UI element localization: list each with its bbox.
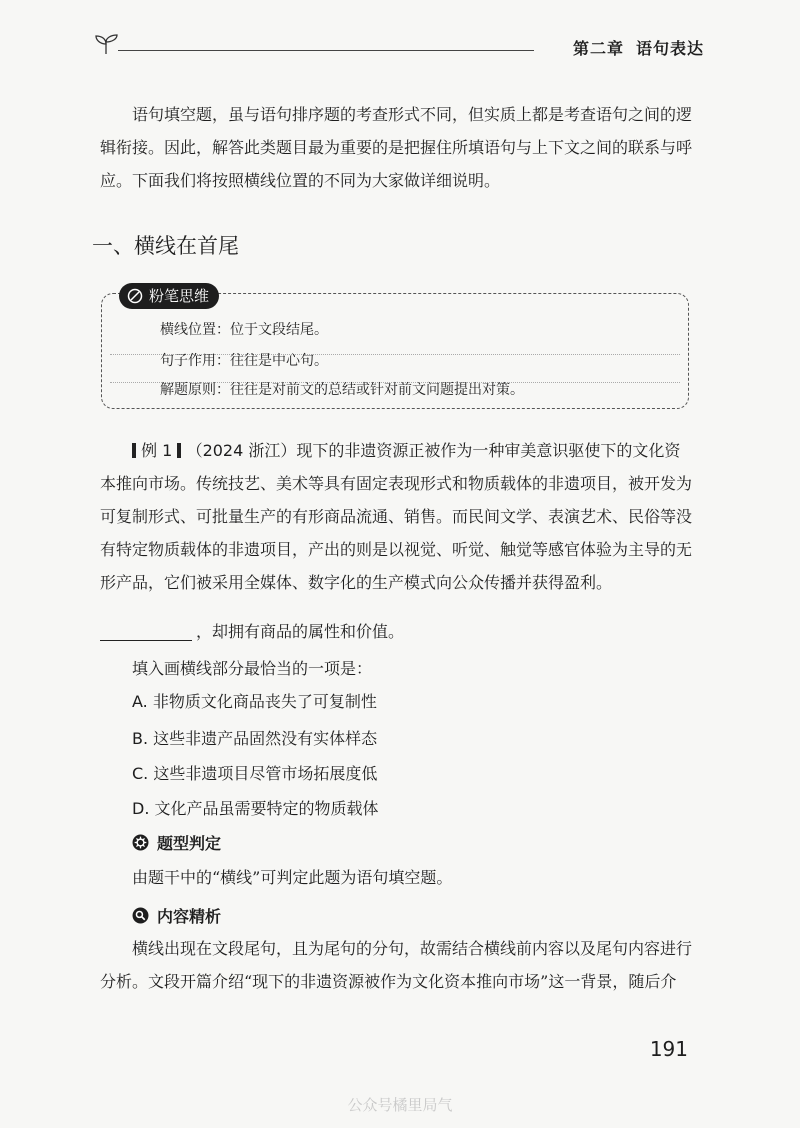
option-a: A. 非物质文化商品丧失了可复制性 (132, 692, 377, 711)
answer-blank (100, 622, 192, 641)
option-b: B. 这些非遗产品固然没有实体样态 (132, 729, 378, 748)
thinking-line: 解题原则：往往是对前文的总结或针对前文问题提出对策。 (160, 382, 524, 398)
type-judgement-text: 由题干中的“横线”可判定此题为语句填空题。 (132, 868, 453, 887)
chapter-number: 第二章 (572, 39, 624, 58)
page-number: 191 (649, 1037, 688, 1061)
chalk-icon (127, 288, 143, 304)
example-source: （2024 浙江） (186, 441, 297, 460)
thinking-tag (119, 283, 219, 309)
thinking-tag-label: 粉笔思维 (149, 287, 210, 305)
type-judgement-heading (132, 831, 221, 854)
chapter-heading (561, 36, 704, 59)
example-number: 例 1 (141, 441, 173, 460)
example-paragraph (100, 434, 692, 599)
content-analysis-heading (132, 904, 221, 927)
section-title: 一、横线在首尾 (92, 234, 239, 258)
blank-line (100, 615, 692, 648)
option-c: C. 这些非遗项目尽管市场拓展度低 (132, 764, 378, 783)
thinking-line: 横线位置：位于文段结尾。 (160, 322, 328, 338)
watermark: 公众号橘里局气 (347, 1096, 453, 1114)
option-d: D. 文化产品虽需要特定的物质载体 (132, 799, 379, 818)
gear-icon (132, 834, 149, 851)
example-text: 现下的非遗资源正被作为一种审美意识驱使下的文化资本推向市场。传统技艺、美术等具有固定表现形式和物质载体的非遗项目，被开发为可复制形式、可批量生产的有形商品流通、销售。而民间文学、表演艺术、民俗等没有特定物质载体的非遗项目，产出的则是以视觉、听觉、触觉等感官体验为主导的无形产品，它们被采用全媒体、数字化的生产模式向公众传播并获得盈利。 (100, 441, 693, 592)
intro-paragraph: 语句填空题，虽与语句排序题的考查形式不同，但实质上都是考查语句之间的逻辑衔接。因此，解答此类题目最为重要的是把握住所填语句与上下文之间的联系与呼应。下面我们将按照横线位置的不同为大家做详细说明。 (100, 105, 693, 190)
magnifier-icon (132, 907, 149, 924)
type-judgement-label: 题型判定 (157, 834, 222, 853)
running-header (92, 30, 704, 66)
content-analysis-label: 内容精析 (157, 907, 222, 926)
after-blank-text: ，却拥有商品的属性和价值。 (196, 622, 405, 641)
sprout-icon (92, 32, 122, 56)
content-analysis-text: 横线出现在文段尾句，且为尾句的分句，故需结合横线前内容以及尾句内容进行分析。文段开篇介绍“现下的非遗资源被作为文化资本推向市场”这一背景，随后介 (100, 939, 693, 991)
question-prompt: 填入画横线部分最恰当的一项是： (132, 659, 373, 678)
thinking-line: 句子作用：往往是中心句。 (160, 353, 328, 369)
header-rule (118, 50, 534, 51)
example-label (132, 441, 187, 460)
chapter-title: 语句表达 (635, 39, 704, 58)
